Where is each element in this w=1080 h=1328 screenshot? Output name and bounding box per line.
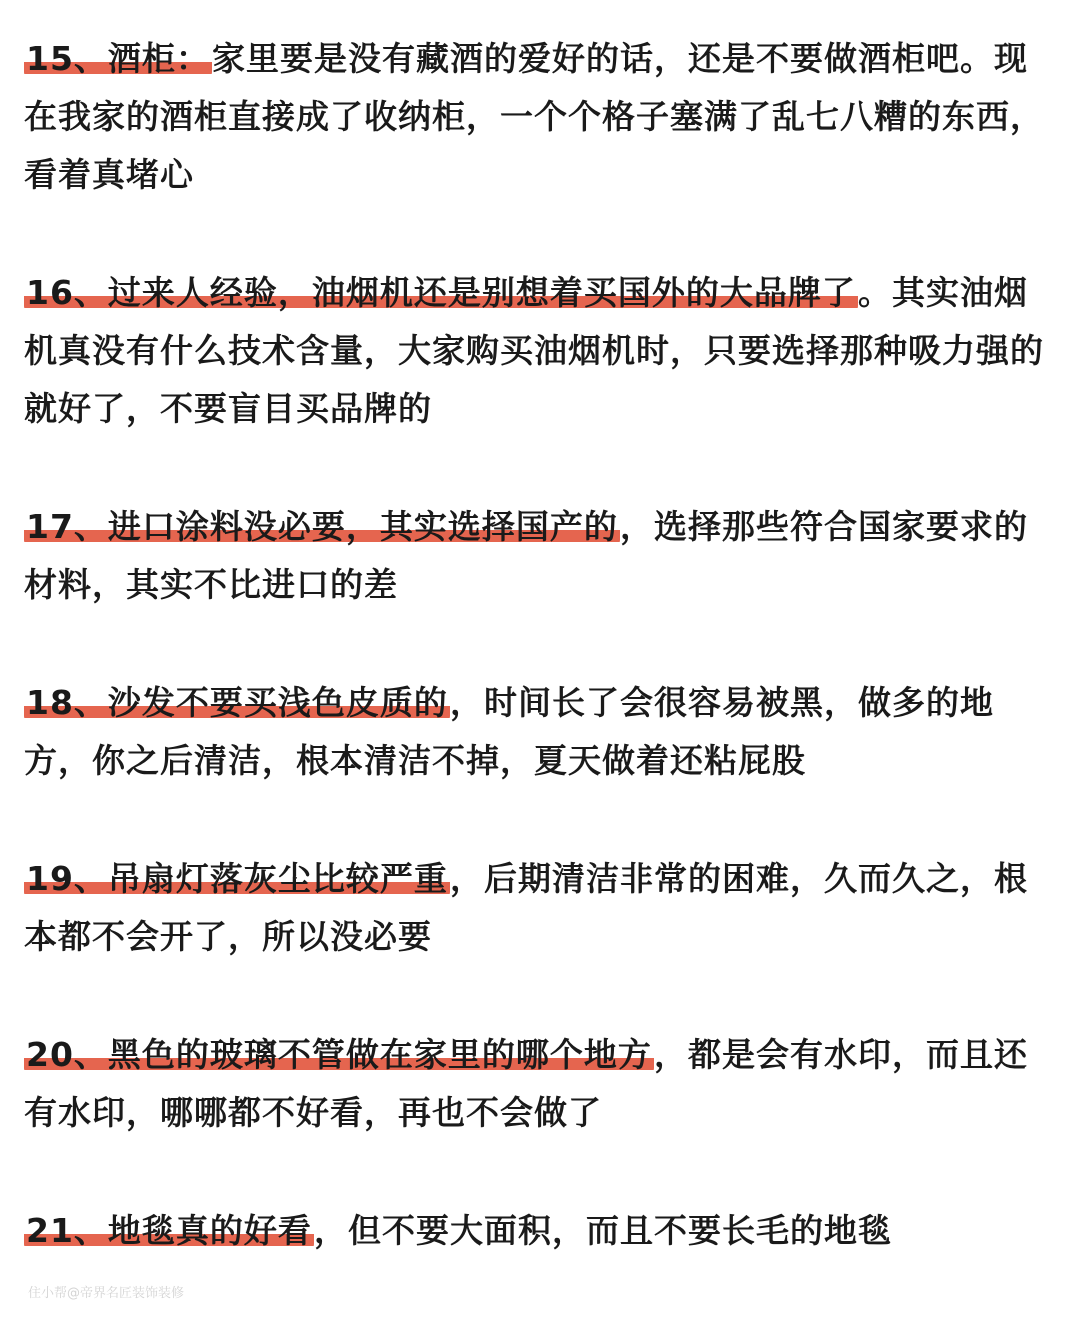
tip-20 xyxy=(24,1026,1054,1142)
tip-16 xyxy=(24,264,1054,438)
tip-16-text: 。其实油烟机真没有什么技术含量，大家购买油烟机时，只要选择那种吸力强的就好了，不要盲目买品牌的 xyxy=(24,273,1044,428)
tip-18-text: ，时间长了会很容易被黑，做多的地方，你之后清洁，根本清洁不掉，夏天做着还粘屁股 xyxy=(24,683,994,780)
tip-17-text: ，选择那些符合国家要求的材料，其实不比进口的差 xyxy=(24,507,1028,604)
tip-17 xyxy=(24,498,1054,614)
tip-18-highlight: 18、沙发不要买浅色皮质的 xyxy=(26,683,448,722)
tip-17-highlight: 17、进口涂料没必要，其实选择国产的 xyxy=(26,507,618,546)
tip-21-text: ，但不要大面积，而且不要长毛的地毯 xyxy=(313,1211,892,1250)
tip-19-highlight: 19、吊扇灯落灰尘比较严重 xyxy=(26,859,448,898)
tip-16-highlight: 16、过来人经验，油烟机还是别想着买国外的大品牌了 xyxy=(26,273,856,312)
tip-20-highlight: 20、黑色的玻璃不管做在家里的哪个地方 xyxy=(26,1035,652,1074)
watermark: 住小帮@帝界名匠装饰装修 xyxy=(28,1286,185,1301)
tip-18 xyxy=(24,674,1054,790)
tip-19-text: ，后期清洁非常的困难，久而久之，根本都不会开了，所以没必要 xyxy=(24,859,1028,956)
tips-list xyxy=(24,30,1054,1260)
tip-21 xyxy=(24,1202,1054,1260)
tip-15 xyxy=(24,30,1054,204)
tip-20-text: ，都是会有水印，而且还有水印，哪哪都不好看，再也不会做了 xyxy=(24,1035,1028,1132)
tip-15-text: 家里要是没有藏酒的爱好的话，还是不要做酒柜吧。现在我家的酒柜直接成了收纳柜，一个个格子塞满了乱七八糟的东西，看着真堵心 xyxy=(24,39,1044,194)
tip-15-highlight: 15、酒柜： xyxy=(26,39,210,78)
tip-21-highlight: 21、地毯真的好看 xyxy=(26,1211,312,1250)
tip-19 xyxy=(24,850,1054,966)
